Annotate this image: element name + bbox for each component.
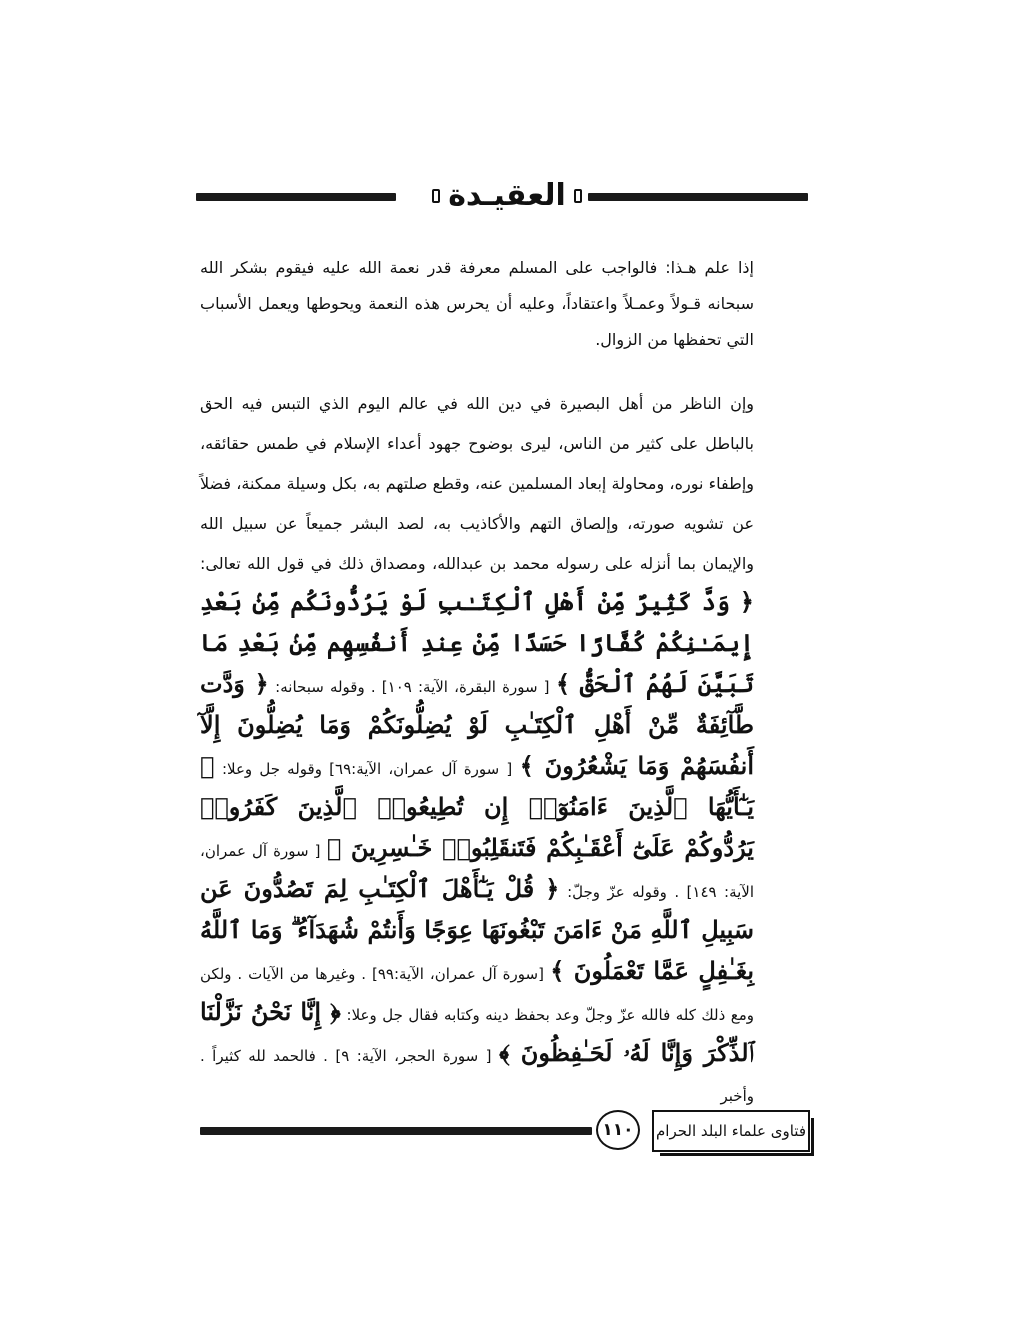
section-title — [432, 176, 582, 216]
paragraph-2-intro: وإن الناظر من أهل البصيرة في دين الله في عالم اليوم الذي التبس فيه الحق بالباطل على كثير من الناس، ليرى بوضوح جهود أعداء الإسلام في طمس حقائقه، وإطفاء نوره، ومحاولة إبعاد المسلمين عنه، وقطع صلتهم به، بكل وسيلة ممكنة، فضلاً عن تشويه صورته، وإلصاق التهم والأكاذيب به، لصد البشر جميعاً عن سبيل الله والإيمان بما أنزله على رسوله محمد بن عبدالله، ومصداق ذلك في قول الله تعالى: — [200, 394, 754, 573]
footer-rule — [200, 1127, 592, 1135]
header-rule-right — [588, 193, 808, 201]
verse-reference-5: [ سورة الحجر، الآية: ٩] . فالحمد لله كثيراً . وأخبر — [200, 1047, 754, 1105]
quran-verse-2: ﴿ وَدَّت طَّآئِفَةٌ مِّنْ أَهْلِ ٱلْكِتَـٰبِ لَوْ يُضِلُّونَكُمْ وَمَا يُضِلُّونَ إِلَّآ أَنفُسَهُمْ وَمَا يَشْعُرُونَ ﴾ — [200, 669, 755, 780]
verse-reference-3: [ سورة آل عمران، الآية: ١٤٩] . وقوله عزّ وجلّ: — [200, 842, 755, 901]
ornament-square-icon — [432, 189, 440, 203]
verse-reference-2: [ سورة آل عمران، الآية:٦٩] وقوله جل وعلا: — [221, 760, 513, 778]
ornament-square-icon — [574, 189, 582, 203]
book-title: فتاوى علماء البلد الحرام — [652, 1110, 810, 1152]
header-rule-left — [196, 193, 396, 201]
section-title-text: العقيـدة — [448, 178, 566, 213]
page-header — [196, 176, 808, 216]
quran-verse-1: ﴿ وَدَّ كَثِيرٌ مِّنْ أَهْلِ ٱلْكِتَـٰبِ لَوْ يَرُدُّونَكُم مِّنۢ بَعْدِ إِيمَـٰنِكُمْ كُفَّارًا حَسَدًا مِّنْ عِندِ أَنفُسِهِم مِّنۢ بَعْدِ مَا تَبَيَّنَ لَهُمُ ٱلْحَقُّ ﴾ — [200, 587, 755, 698]
page-footer — [200, 1108, 810, 1154]
page-body — [200, 250, 810, 1116]
verse-reference-1: [ سورة البقرة، الآية: ١٠٩] . وقوله سبحانه: — [275, 678, 550, 696]
quran-verse-5: ﴿ إِنَّا نَحْنُ نَزَّلْنَا ٱلذِّكْرَ وَإِنَّا لَهُۥ لَحَـٰفِظُونَ ﴾ — [200, 997, 755, 1067]
verse-reference-4: [سورة آل عمران، الآية:٩٩] . وغيرها من الآيات . ولكن ومع ذلك كله فالله عزّ وجلّ وعد بحفظ دينه وكتابه فقال جل وعلا: — [200, 965, 754, 1024]
quran-verse-3: ﴿ يَـٰٓأَيُّهَا ٱلَّذِينَ ءَامَنُوٓا۟ إِن تُطِيعُوا۟ ٱلَّذِينَ كَفَرُوا۟ يَرُدُّوكُمْ عَلَىٰٓ أَعْقَـٰبِكُمْ فَتَنقَلِبُوا۟ خَـٰسِرِينَ ﴾ — [200, 751, 754, 862]
page-number: ١١٠ — [596, 1110, 640, 1150]
paragraph-2 — [200, 384, 810, 1116]
paragraph-1: إذا علم هـذا: فالواجب على المسلم معرفة قدر نعمة الله عليه فيقوم بشكر الله سبحانه قـولاً وعمـلاً واعتقاداً، وعليه أن يحرس هذه النعمة ويحوطها ويعمل الأسباب التي تحفظها من الزوال. — [200, 258, 754, 349]
quran-verse-4: ﴿ قُلْ يَـٰٓأَهْلَ ٱلْكِتَـٰبِ لِمَ تَصُدُّونَ عَن سَبِيلِ ٱللَّهِ مَنْ ءَامَنَ تَبْغُونَهَا عِوَجًا وَأَنتُمْ شُهَدَآءُ ۗ وَمَا ٱللَّهُ بِغَـٰفِلٍ عَمَّا تَعْمَلُونَ ﴾ — [200, 874, 755, 985]
